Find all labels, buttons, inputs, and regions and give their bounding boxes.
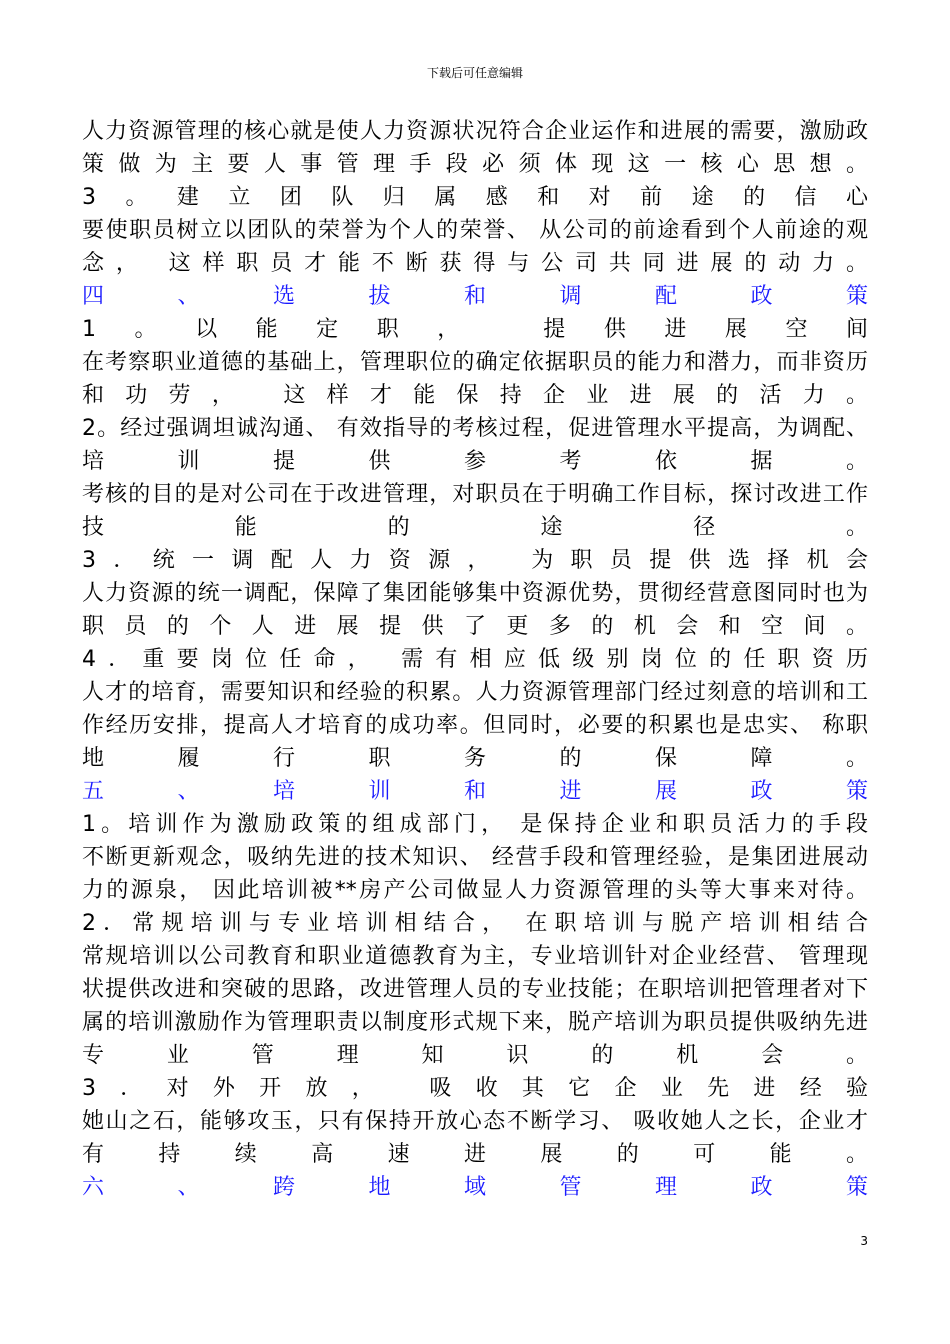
text-line: 念， 这样职员才能不断获得与公司共同进展的动力。 [82, 251, 868, 276]
text-line: 她山之石，能够攻玉，只有保持开放心态不断学习、 吸收她人之长，企业才 [82, 1109, 868, 1134]
page-header: 下载后可任意编辑 [426, 66, 523, 80]
text-line: 人力资源管理的核心就是使人力资源状况符合企业运作和进展的需要，激励政 [82, 119, 868, 144]
text-line: 有 持 续 高 速 进 展 的 可 能 。 [82, 1142, 868, 1167]
text-line: 在考察职业道德的基础上，管理职位的确定依据职员的能力和潜力，而非资历 [82, 350, 868, 375]
document-body [82, 115, 868, 1204]
text-line: 常规培训以公司教育和职业道德教育为主，专业培训针对企业经营、 管理现 [82, 944, 868, 969]
text-line: 3。建立团队归属感和对前途的信心 [82, 185, 868, 210]
section-heading: 六 、 跨 地 域 管 理 政 策 [82, 1175, 868, 1200]
text-line: 要使职员树立以团队的荣誉为个人的荣誉、 从公司的前途看到个人前途的观 [82, 218, 868, 243]
text-line: 地 履 行 职 务 的 保 障 。 [82, 746, 868, 771]
text-line: 状提供改进和突破的思路，改进管理人员的专业技能；在职培训把管理者对下 [82, 977, 868, 1002]
section-heading: 五 、 培 训 和 进 展 政 策 [82, 779, 868, 804]
text-line: 职员的个人进展提供了更多的机会和空间。 [82, 614, 868, 639]
text-line: 1。培训作为激励政策的组成部门， 是保持企业和职员活力的手段 [82, 812, 868, 837]
page-number: 3 [860, 1234, 868, 1248]
text-line: 不断更新观念，吸纳先进的技术知识、 经营手段和管理经验，是集团进展动 [82, 845, 868, 870]
text-line: 1。以能定职， 提供进展空间 [82, 317, 868, 342]
text-line: 3．统一调配人力资源， 为职员提供选择机会 [82, 548, 868, 573]
text-line: 培 训 提 供 参 考 依 据 。 [82, 449, 868, 474]
text-line: 考核的目的是对公司在于改进管理，对职员在于明确工作目标，探讨改进工作 [82, 482, 868, 507]
text-line: 4．重要岗位任命， 需有相应低级别岗位的任职资历 [82, 647, 868, 672]
text-line: 2。经过强调坦诚沟通、 有效指导的考核过程，促进管理水平提高，为调配、 [82, 416, 868, 441]
text-line: 3．对外开放， 吸收其它企业先进经验 [82, 1076, 868, 1101]
text-line: 和功劳， 这样才能保持企业进展的活力。 [82, 383, 868, 408]
text-line: 作经历安排，提高人才培育的成功率。但同时，必要的积累也是忠实、 称职 [82, 713, 868, 738]
text-line: 人才的培育，需要知识和经验的积累。人力资源管理部门经过刻意的培训和工 [82, 680, 868, 705]
section-heading: 四 、 选 拔 和 调 配 政 策 [82, 284, 868, 309]
text-line: 专 业 管 理 知 识 的 机 会 。 [82, 1043, 868, 1068]
text-line: 力的源泉， 因此培训被**房产公司做显人力资源管理的头等大事来对待。 [82, 878, 868, 903]
text-line: 2．常规培训与专业培训相结合， 在职培训与脱产培训相结合 [82, 911, 868, 936]
text-line: 属的培训激励作为管理职责以制度形式规下来，脱产培训为职员提供吸纳先进 [82, 1010, 868, 1035]
text-line: 策做为主要人事管理手段必须体现这一核心思想。 [82, 152, 868, 177]
text-line: 人力资源的统一调配，保障了集团能够集中资源优势，贯彻经营意图同时也为 [82, 581, 868, 606]
text-line: 技 能 的 途 径 。 [82, 515, 868, 540]
